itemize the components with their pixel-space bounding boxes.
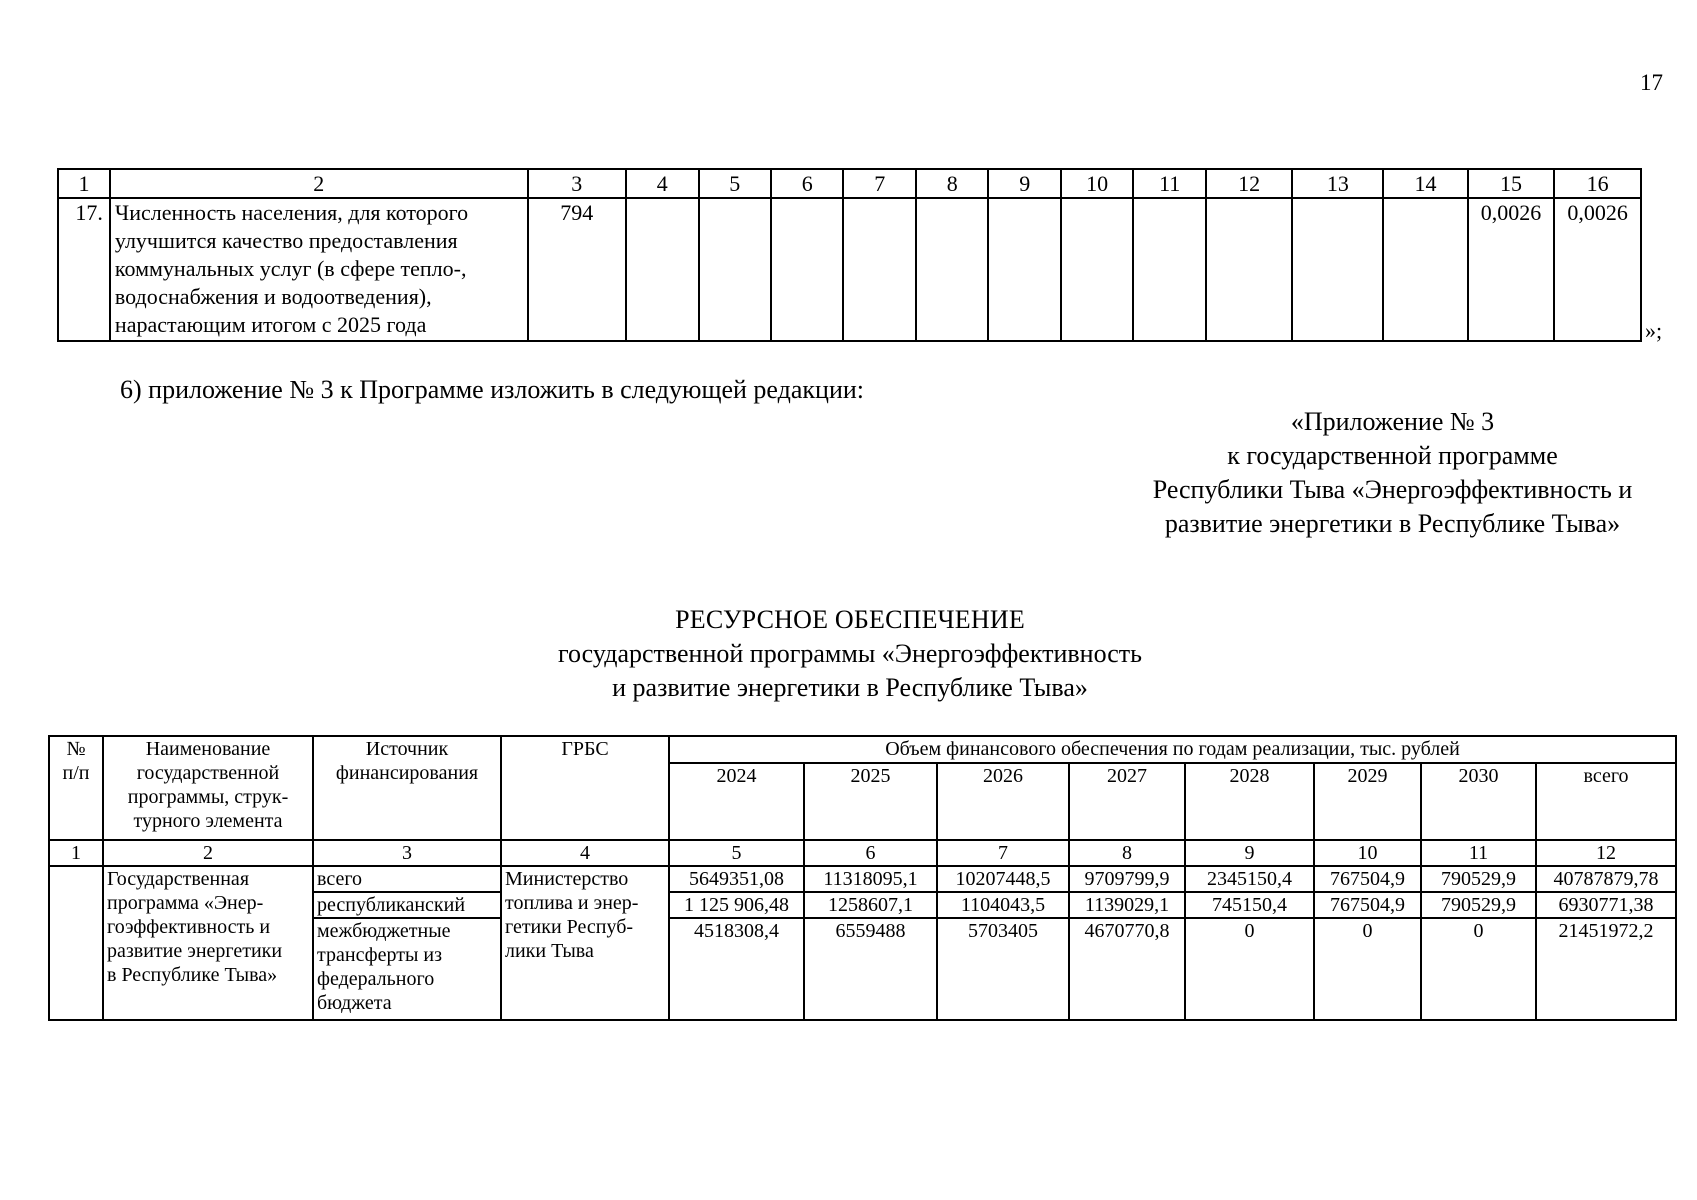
value-cell: 4670770,8: [1069, 918, 1185, 1020]
header-cell: 7: [843, 169, 915, 198]
empty-cell: [1292, 198, 1383, 341]
column-number: 12: [1536, 840, 1676, 866]
column-number: 5: [669, 840, 804, 866]
header-cell: 5: [699, 169, 771, 198]
column-number: 10: [1314, 840, 1421, 866]
header-grbs: ГРБС: [501, 736, 669, 840]
header-cell: 6: [771, 169, 843, 198]
empty-cell: [916, 198, 988, 341]
header-cell: 15: [1468, 169, 1555, 198]
value-cell: 1139029,1: [1069, 892, 1185, 918]
amendment-item-6: 6) приложение № 3 к Программе изложить в следующей редакции:: [120, 375, 864, 404]
row-number: 17.: [58, 198, 110, 341]
header-cell: 13: [1292, 169, 1383, 198]
header-year: 2028: [1185, 763, 1314, 841]
header-cell: 16: [1554, 169, 1641, 198]
table-row: [58, 198, 1641, 341]
header-cell: 1: [58, 169, 110, 198]
resource-table: [48, 735, 1677, 1021]
header-year: 2030: [1421, 763, 1536, 841]
empty-cell: [771, 198, 843, 341]
header-year: 2024: [669, 763, 804, 841]
value-cell: 0: [1314, 918, 1421, 1020]
column-number: 7: [937, 840, 1069, 866]
source-cell: межбюджетные трансферты из федерального бюджета: [313, 918, 501, 1020]
value-cell: 0: [1421, 918, 1536, 1020]
column-number: 3: [313, 840, 501, 866]
table-row: [49, 866, 1676, 892]
header-cell: 3: [528, 169, 626, 198]
header-cell: 14: [1383, 169, 1467, 198]
header-volume: Объем финансового обеспечения по годам реализации, тыс. рублей: [669, 736, 1676, 763]
column-numbers-row: [49, 840, 1676, 866]
value-cell: 745150,4: [1185, 892, 1314, 918]
header-year: 2029: [1314, 763, 1421, 841]
value-cell: 790529,9: [1421, 892, 1536, 918]
value-cell: 40787879,78: [1536, 866, 1676, 892]
indicator-name: Численность населения, для которого улучшится качество предоставления коммунальных услуг (в сфере тепло-, водоснабжения и водоотведения), нарастающим итогом с 2025 года: [110, 198, 528, 341]
value-cell: 2345150,4: [1185, 866, 1314, 892]
value-cell: 767504,9: [1314, 866, 1421, 892]
header-source: Источник финансирования: [313, 736, 501, 840]
source-cell: республиканский: [313, 892, 501, 918]
header-cell: 2: [110, 169, 528, 198]
empty-cell: [626, 198, 698, 341]
base-value: 794: [528, 198, 626, 341]
indicators-table-fragment: [57, 168, 1642, 342]
page-number: 17: [1640, 70, 1663, 95]
header-cell: 11: [1133, 169, 1205, 198]
appendix-heading: «Приложение № 3 к государственной программе Республики Тыва «Энергоэффективность и развитие энергетики в Республике Тыва»: [1152, 407, 1633, 538]
header-no: № п/п: [49, 736, 103, 840]
header-cell: 8: [916, 169, 988, 198]
column-number: 6: [804, 840, 937, 866]
value-cell: 1258607,1: [804, 892, 937, 918]
empty-cell: [1133, 198, 1205, 341]
row-number: [49, 866, 103, 1020]
value-cell: 4518308,4: [669, 918, 804, 1020]
closing-quote-mark: »;: [1645, 318, 1663, 343]
value-cell: 10207448,5: [937, 866, 1069, 892]
empty-cell: [1061, 198, 1133, 341]
value-cell: 5649351,08: [669, 866, 804, 892]
table-header-row: [58, 169, 1641, 198]
value-cell: 1104043,5: [937, 892, 1069, 918]
column-number: 8: [1069, 840, 1185, 866]
column-number: 1: [49, 840, 103, 866]
column-number: 4: [501, 840, 669, 866]
value-col15: 0,0026: [1468, 198, 1555, 341]
column-number: 11: [1421, 840, 1536, 866]
value-cell: 11318095,1: [804, 866, 937, 892]
value-cell: 5703405: [937, 918, 1069, 1020]
value-cell: 767504,9: [1314, 892, 1421, 918]
empty-cell: [843, 198, 915, 341]
empty-cell: [1206, 198, 1293, 341]
header-year: 2025: [804, 763, 937, 841]
program-name: Государственная программа «Энер- гоэффективность и развитие энергетики в Республике Тыва»: [103, 866, 313, 1020]
empty-cell: [1383, 198, 1467, 341]
value-cell: 9709799,9: [1069, 866, 1185, 892]
header-cell: 4: [626, 169, 698, 198]
value-cell: 6930771,38: [1536, 892, 1676, 918]
header-cell: 10: [1061, 169, 1133, 198]
header-name: Наименование государственной программы, струк- турного элемента: [103, 736, 313, 840]
header-year: 2026: [937, 763, 1069, 841]
table-header-row: [49, 736, 1676, 763]
value-cell: 6559488: [804, 918, 937, 1020]
value-cell: 1 125 906,48: [669, 892, 804, 918]
header-year: 2027: [1069, 763, 1185, 841]
value-cell: 0: [1185, 918, 1314, 1020]
header-cell: 9: [988, 169, 1060, 198]
header-total: всего: [1536, 763, 1676, 841]
header-cell: 12: [1206, 169, 1293, 198]
empty-cell: [988, 198, 1060, 341]
column-number: 2: [103, 840, 313, 866]
value-cell: 790529,9: [1421, 866, 1536, 892]
value-col16: 0,0026: [1554, 198, 1641, 341]
document-title: РЕСУРСНОЕ ОБЕСПЕЧЕНИЕ государственной программы «Энергоэффективность и развитие энергетики в Республике Тыва»: [558, 605, 1142, 702]
source-cell: всего: [313, 866, 501, 892]
column-number: 9: [1185, 840, 1314, 866]
grbs-name: Министерство топлива и энер- гетики Респуб- лики Тыва: [501, 866, 669, 1020]
value-cell: 21451972,2: [1536, 918, 1676, 1020]
empty-cell: [699, 198, 771, 341]
